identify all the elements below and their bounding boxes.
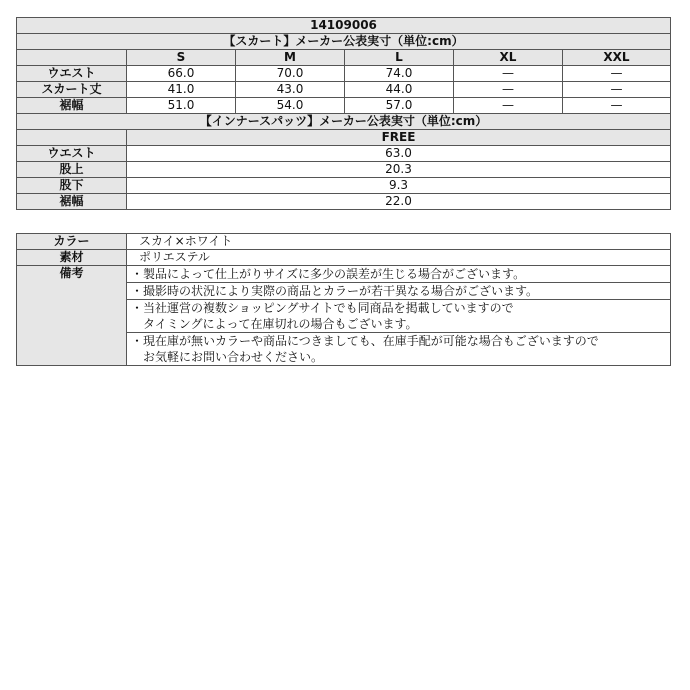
row-label: 股下 [17,178,127,194]
table-row [17,146,671,162]
size-table [16,17,671,210]
table-row [17,194,671,210]
note-line: ・製品によって仕上がりサイズに多少の誤差が生じる場合がございます。 [131,267,526,281]
size-header: M [236,50,345,66]
table-row [17,178,671,194]
size-header: L [345,50,454,66]
inner-size-header-row [17,130,671,146]
measurement-cell: 43.0 [236,82,345,98]
measurement-cell: 41.0 [127,82,236,98]
row-label: ウエスト [17,146,127,162]
measurement-cell: — [454,82,563,98]
measurement-cell: — [563,82,671,98]
size-header: XXL [563,50,671,66]
table-row [17,82,671,98]
row-label: 股上 [17,162,127,178]
note-item [127,333,671,366]
material-label: 素材 [17,250,127,266]
measurement-cell: 22.0 [127,194,671,210]
note-line: ・当社運営の複数ショッピングサイトでも同商品を掲載していますので [131,301,514,315]
size-header: XL [454,50,563,66]
row-label: 裾幅 [17,194,127,210]
measurement-cell: 9.3 [127,178,671,194]
measurement-cell: — [563,66,671,82]
empty-corner-cell [17,50,127,66]
measurement-cell: 57.0 [345,98,454,114]
size-header: FREE [127,130,671,146]
measurement-cell: 51.0 [127,98,236,114]
table-row [17,250,671,266]
table-row [17,162,671,178]
color-label: カラー [17,234,127,250]
row-label: ウエスト [17,66,127,82]
note-item [127,300,671,333]
measurement-cell: — [454,98,563,114]
table-row [17,98,671,114]
empty-corner-cell [17,130,127,146]
measurement-cell: — [563,98,671,114]
color-value: スカイ×ホワイト [127,234,671,250]
product-code: 14109006 [17,18,671,34]
note-item [127,266,671,283]
notes-label: 備考 [17,266,127,366]
measurement-cell: 70.0 [236,66,345,82]
material-value: ポリエステル [127,250,671,266]
note-line: ・現在庫が無いカラーや商品につきましても、在庫手配が可能な場合もございますので [131,334,599,348]
table-row [17,266,671,283]
product-info-table [16,233,671,366]
note-line: タイミングによって在庫切れの場合もございます。 [131,317,418,331]
note-line: ・撮影時の状況により実際の商品とカラーが若干異なる場合がございます。 [131,284,539,298]
size-header: S [127,50,236,66]
row-label: スカート丈 [17,82,127,98]
measurement-cell: 63.0 [127,146,671,162]
table-row [17,66,671,82]
inner-section-title: 【インナースパッツ】メーカー公表実寸（単位:cm） [17,114,671,130]
note-line: お気軽にお問い合わせください。 [131,350,324,364]
measurement-cell: — [454,66,563,82]
skirt-section-title: 【スカート】メーカー公表実寸（単位:cm） [17,34,671,50]
measurement-cell: 74.0 [345,66,454,82]
table-row [17,234,671,250]
measurement-cell: 54.0 [236,98,345,114]
measurement-cell: 20.3 [127,162,671,178]
measurement-cell: 44.0 [345,82,454,98]
row-label: 裾幅 [17,98,127,114]
note-item [127,283,671,300]
skirt-size-header-row [17,50,671,66]
measurement-cell: 66.0 [127,66,236,82]
